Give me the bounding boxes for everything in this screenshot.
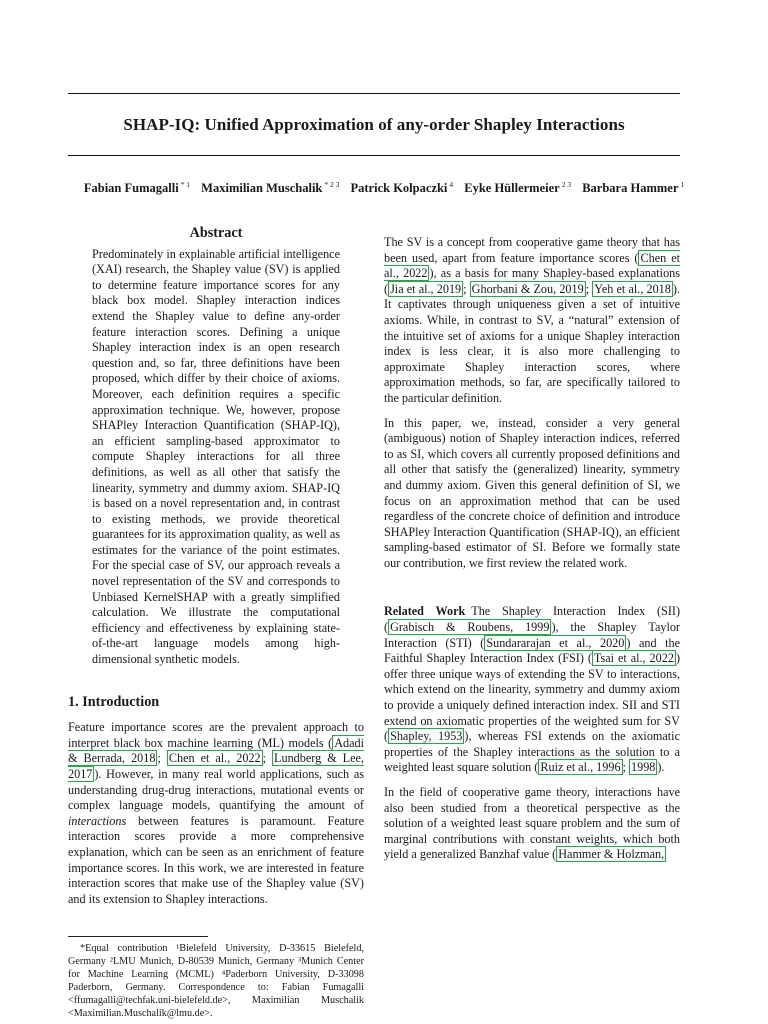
author-name: Eyke Hüllermeier [464,181,560,195]
text-run: The Shapley Interaction Index (SII) ( [384,604,680,635]
title-rule-bottom [68,155,680,156]
citation-link[interactable]: Ruiz et al., 1996 [540,760,621,775]
citation-link[interactable]: Tsai et al., 2022 [593,651,674,666]
abstract-heading: Abstract [189,225,243,241]
author-affiliation: * 1 [180,180,191,189]
author-name: Maximilian Muschalik [201,181,323,195]
text-run: Feature importance scores are the prevalent approach to interpret black box machine learning (ML) models ( [68,720,364,750]
author-4 [464,181,571,195]
text-run: ; [157,751,167,766]
related-work-lead: Related Work [384,604,466,619]
related-work-paragraph-2 [384,785,680,863]
author-list [40,180,728,196]
text-run: ) and the Faithful Shapley Interaction Index (FSI) ( [384,635,681,666]
citation-link[interactable]: Ghorbani & Zou, 2019 [471,281,584,296]
author-name: Barbara Hammer [582,181,679,195]
left-column [68,226,364,1021]
author-affiliation: * 2 3 [324,180,340,189]
citation-link[interactable]: Yeh et al., 2018 [594,281,671,296]
footnote-rule [68,936,208,937]
citation-link[interactable]: Lundberg & Lee, 2017 [68,751,364,781]
text-run: ; [262,751,273,766]
text-run: between features is paramount. Feature interaction scores provide a more comprehensive explanation, which can be seen as an enrichment of feature importance scores. In this work, we are interested in feature interaction scores that make use of the Shapley value (SV) and its extension to Shapley interactions. [68,813,364,906]
text-run: The SV is a concept from cooperative game theory that has been used, apart from feature importance scores ( [384,235,680,265]
affiliation-footnote: *Equal contribution ¹Bielefeld University, D-33615 Bielefeld, Germany ²LMU Munich, D-80539 Munich, Germany ³Munich Center for Machine Learning (MCML) ⁴Paderborn University, D-33098 Paderborn, Germany. Correspondence to: Fabian Fumagalli <ffumagalli@techfak.uni-bielefeld.de>, Maximilian Muschalik <Maximilian.Muschalik@lmu.de>. [68,943,364,1019]
intro-paragraph-1 [68,720,364,907]
abstract-text: Predominately in explainable artificial intelligence (XAI) research, the Shapley value (SV) is applied to determine feature importance scores for any black box model. Shapley interaction indices extend the Shapley value to define any-order feature interaction scores. Defining a unique Shapley interaction index is an open research question and, so far, three definitions have been proposed, which differ by their choice of axioms. Moreover, each definition requires a specific approximation technique. We, however, propose SHAPley Interaction Quantification (SHAP-IQ), an efficient sampling-based approximator to compute Shapley interactions for all three definitions, as well as all other that satisfy the linearity, symmetry and dummy axiom. SHAP-IQ is based on a novel representation and, in contrast to existing methods, we provide theoretical guarantees for its approximation quality, as well as estimates for the variance of the point estimates. For the special case of SV, our approach reveals a novel representation of the SV and corresponds to Unbiased KernelSHAP with a greatly simplified calculation. We illustrate the computational efficiency and effectiveness by explaining state-of-the-art language models among high-dimensional synthetic models. [92,246,340,667]
introduction-heading: 1. Introduction [68,693,160,710]
citation-link[interactable]: Grabisch & Roubens, 1999 [390,620,550,635]
text-run: ) offer three unique ways of extending the SV to interactions, which extend on the linearity, symmetry and dummy axiom to provide a uniquely defined interaction index. SII and STI extend on axiomatic properties of the weighted sum for SV ( [384,651,680,744]
title-rule-top [68,93,680,94]
text-run: ). It captivates through uniqueness given a set of intuitive axioms. While, in contrast to SV, a “natural” extension of the intuitive set of axioms for a unique Shapley interaction index is less clear, it is also more challenging to approximate Shapley interaction scores, where approximation methods, so far, are specifically tailored to the particular definition. [384,281,680,405]
author-name: Patrick Kolpaczki [350,181,448,195]
intro-paragraph-2 [384,235,680,407]
author-affiliation: 2 3 [561,180,572,189]
author-1 [84,181,190,195]
author-name: Fabian Fumagalli [83,181,179,195]
text-run: ), as a basis for many Shapley-based explanations ( [384,266,681,296]
citation-link[interactable]: Adadi & Berrada, 2018 [68,735,364,766]
author-2 [201,181,339,195]
citation-link[interactable]: 1998 [631,760,656,775]
text-run: ). [657,760,665,775]
text-run: ; [585,281,593,296]
author-affiliation: 1 [680,180,685,189]
author-5 [582,181,684,195]
citation-link[interactable]: Chen et al., 2022 [384,250,680,281]
citation-link[interactable]: Chen et al., 2022 [168,751,261,766]
text-run: In the field of cooperative game theory, interactions have also been studied from a theoretical perspective as the solution of a weighted least square problem and the sum of marginal contributions with constant weights, which both yield a generalized Banzhaf value ( [384,785,680,862]
paper-title: SHAP-IQ: Unified Approximation of any-order Shapley Interactions [123,115,625,134]
related-work-paragraph-1 [384,604,680,776]
citation-link[interactable]: Jia et al., 2019 [390,281,462,296]
text-run: ; [622,760,629,775]
citation-link[interactable]: Sundararajan et al., 2020 [486,635,625,650]
text-run: ; [463,281,470,296]
text-run: ). However, in many real world applications, such as understanding drug-drug interactions, mutational events or complex language models, quantifying the amount of [68,767,364,813]
text-run: ), whereas FSI extends on the axiomatic properties of the Shapley interactions as the solution to a weighted least square solution ( [384,729,680,775]
citation-link[interactable]: Hammer & Holzman, [558,847,665,862]
intro-paragraph-3: In this paper, we, instead, consider a very general (ambiguous) notion of Shapley interaction indices, referred to as SI, which covers all currently proposed definitions and all other that satisfy the (generalized) linearity, symmetry and dummy axiom. Given this general definition of SI, we focus on an approximation method that can be used regardless of the concrete choice of definition and introduce SHAPley Interaction Quantification (SHAP-IQ), an efficient sampling-based estimator of SI. Before we formally state our contribution, we first review the related work. [384,415,680,570]
text-run: ), the Shapley Taylor Interaction (STI) ( [384,620,680,650]
citation-link[interactable]: Shapley, 1953 [390,729,463,744]
author-affiliation: 4 [449,180,454,189]
author-3 [351,181,454,195]
emphasis-text: interactions [68,813,127,828]
right-column [384,226,680,872]
